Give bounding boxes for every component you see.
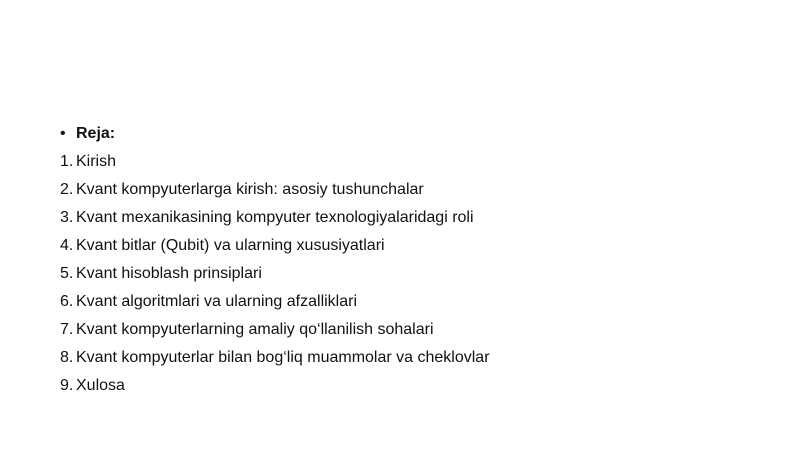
agenda-item-number: 4. <box>60 237 74 254</box>
agenda-item-text: Kvant kompyuterlarning amaliy qo‘llanilish sohalari <box>76 321 434 338</box>
agenda-item-number: 8. <box>60 349 74 366</box>
agenda-item <box>60 288 780 316</box>
bullet-icon: • <box>60 125 66 142</box>
agenda-item-number: 3. <box>60 209 74 226</box>
agenda-item-number: 2. <box>60 181 74 198</box>
agenda-item-text: Kvant hisoblash prinsiplari <box>76 265 262 282</box>
agenda-item-number: 6. <box>60 293 74 310</box>
agenda-item <box>60 148 780 176</box>
agenda-item-number: 9. <box>60 377 74 394</box>
agenda-item-text: Xulosa <box>76 377 125 394</box>
agenda-item-number: 5. <box>60 265 74 282</box>
agenda-list <box>60 148 780 400</box>
agenda-item-text: Kvant bitlar (Qubit) va ularning xususiyatlari <box>76 237 385 254</box>
slide-content <box>60 120 780 400</box>
agenda-item-text: Kvant mexanikasining kompyuter texnologiyalaridagi roli <box>76 209 474 226</box>
agenda-item-text: Kvant kompyuterlarga kirish: asosiy tushunchalar <box>76 181 424 198</box>
agenda-item-number: 1. <box>60 153 74 170</box>
agenda-item-number: 7. <box>60 321 74 338</box>
agenda-heading-row <box>60 120 780 148</box>
agenda-item-text: Kvant kompyuterlar bilan bog‘liq muammolar va cheklovlar <box>76 349 490 366</box>
agenda-item <box>60 344 780 372</box>
agenda-item <box>60 316 780 344</box>
agenda-item-text: Kirish <box>76 153 117 170</box>
agenda-item <box>60 232 780 260</box>
agenda-item-text: Kvant algoritmlari va ularning afzalliklari <box>76 293 358 310</box>
agenda-item <box>60 176 780 204</box>
agenda-item <box>60 204 780 232</box>
agenda-heading: Reja: <box>76 125 116 142</box>
agenda-item <box>60 260 780 288</box>
agenda-item <box>60 372 780 400</box>
